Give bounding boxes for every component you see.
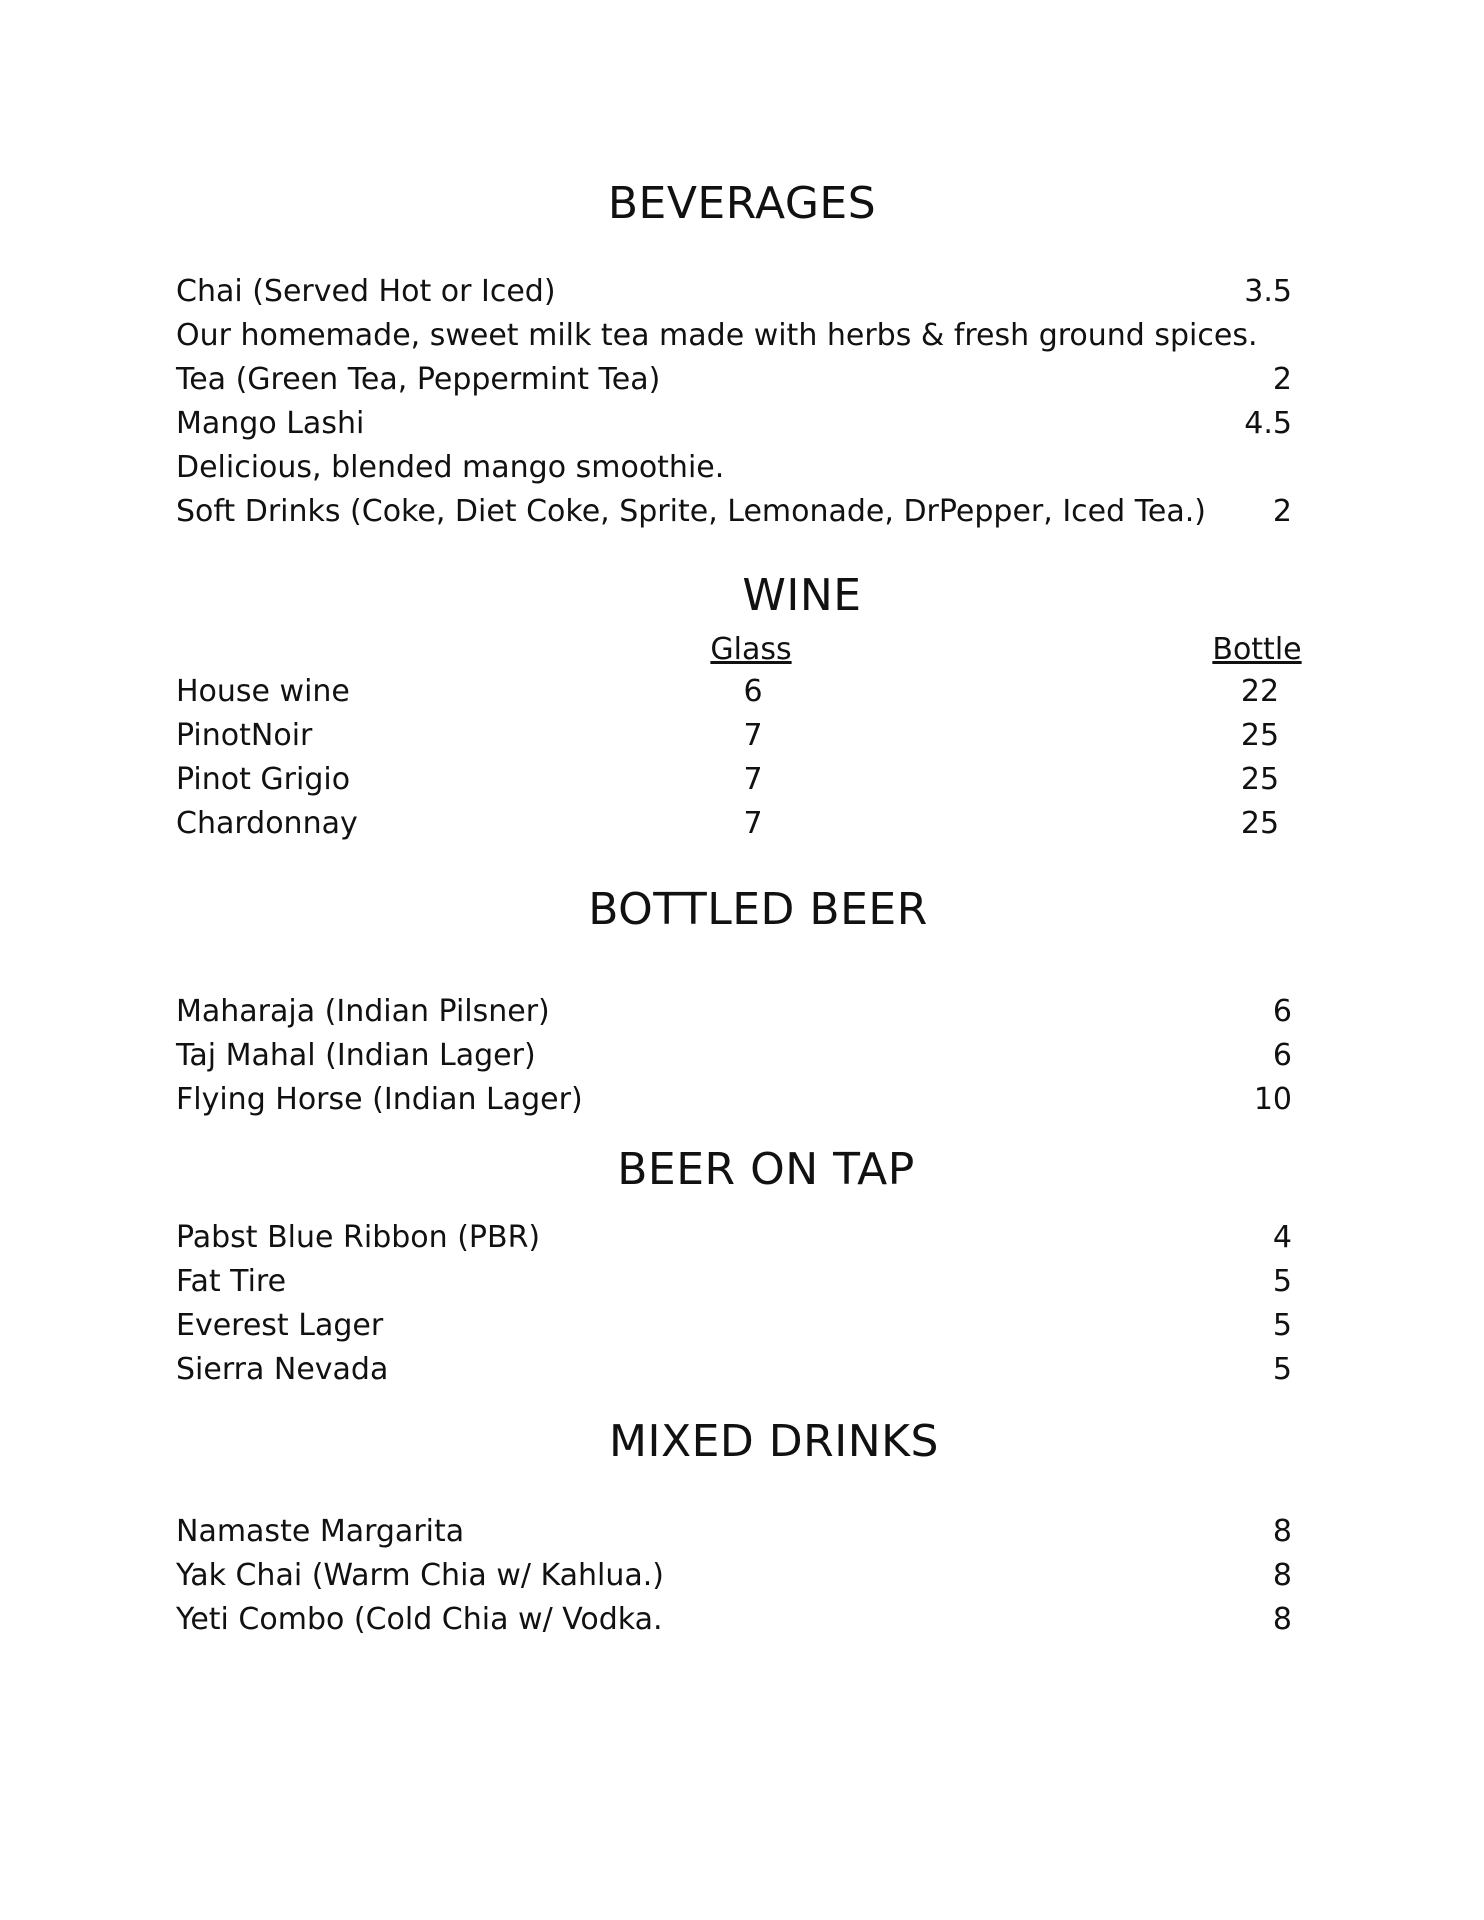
item-name: Chai (Served Hot or Iced) <box>176 274 556 309</box>
item-price: 6 <box>1272 1038 1292 1073</box>
wine-bottle-price: 22 <box>1240 674 1280 709</box>
beverages-heading: BEVERAGES <box>607 178 877 229</box>
wine-bottle-price: 25 <box>1240 718 1280 753</box>
wine-glass-price: 7 <box>743 762 763 797</box>
bottled-beer-heading: BOTTLED BEER <box>588 884 928 935</box>
wine-name: Pinot Grigio <box>176 762 351 797</box>
menu-item-mixed-drink <box>176 1600 1292 1640</box>
item-price: 8 <box>1272 1602 1292 1637</box>
item-price: 5 <box>1272 1352 1292 1387</box>
wine-name: House wine <box>176 674 350 709</box>
wine-glass-price: 7 <box>743 806 763 841</box>
wine-heading: WINE <box>742 570 862 621</box>
wine-row <box>176 804 1308 844</box>
item-price: 3.5 <box>1244 274 1292 309</box>
menu-item-beer <box>176 1036 1292 1076</box>
item-price: 2 <box>1272 494 1292 529</box>
item-price: 2 <box>1272 362 1292 397</box>
item-name: Maharaja (Indian Pilsner) <box>176 994 550 1029</box>
wine-glass-price: 7 <box>743 718 763 753</box>
item-price: 10 <box>1253 1082 1292 1117</box>
item-price: 8 <box>1272 1514 1292 1549</box>
item-description-mango: Delicious, blended mango smoothie. <box>176 450 725 485</box>
menu-item-mixed-drink <box>176 1556 1292 1596</box>
wine-bottle-price: 25 <box>1240 762 1280 797</box>
item-name: Tea (Green Tea, Peppermint Tea) <box>176 362 661 397</box>
item-price: 5 <box>1272 1264 1292 1299</box>
item-name: Namaste Margarita <box>176 1514 465 1549</box>
glass-column-header: Glass <box>710 632 792 667</box>
menu-item-tap-beer <box>176 1262 1292 1302</box>
item-name: Yeti Combo (Cold Chia w/ Vodka. <box>176 1602 663 1637</box>
menu-item-tea <box>176 360 1292 400</box>
item-name: Flying Horse (Indian Lager) <box>176 1082 583 1117</box>
menu-item-tap-beer <box>176 1350 1292 1390</box>
menu-item-mango-lashi <box>176 404 1292 444</box>
menu-item-beer <box>176 1080 1292 1120</box>
beer-on-tap-heading: BEER ON TAP <box>617 1144 915 1195</box>
item-name: Yak Chai (Warm Chia w/ Kahlua.) <box>176 1558 665 1593</box>
item-name: Soft Drinks (Coke, Diet Coke, Sprite, Lemonade, DrPepper, Iced Tea.) <box>176 494 1207 529</box>
mixed-drinks-heading: MIXED DRINKS <box>609 1416 939 1467</box>
wine-bottle-price: 25 <box>1240 806 1280 841</box>
item-price: 8 <box>1272 1558 1292 1593</box>
wine-row <box>176 760 1308 800</box>
menu-item-beer <box>176 992 1292 1032</box>
item-name: Everest Lager <box>176 1308 384 1343</box>
wine-row <box>176 672 1308 712</box>
item-name: Sierra Nevada <box>176 1352 389 1387</box>
bottle-column-header: Bottle <box>1212 632 1302 667</box>
menu-item-soft-drinks <box>176 492 1292 532</box>
item-price: 4 <box>1272 1220 1292 1255</box>
item-price: 6 <box>1272 994 1292 1029</box>
item-name: Mango Lashi <box>176 406 365 441</box>
menu-item-tap-beer <box>176 1218 1292 1258</box>
wine-name: PinotNoir <box>176 718 313 753</box>
item-description-chai: Our homemade, sweet milk tea made with herbs & fresh ground spices. <box>176 318 1258 353</box>
wine-glass-price: 6 <box>743 674 763 709</box>
wine-name: Chardonnay <box>176 806 358 841</box>
menu-item-chai <box>176 272 1292 312</box>
item-name: Fat Tire <box>176 1264 287 1299</box>
item-price: 5 <box>1272 1308 1292 1343</box>
item-name: Pabst Blue Ribbon (PBR) <box>176 1220 541 1255</box>
menu-item-tap-beer <box>176 1306 1292 1346</box>
item-price: 4.5 <box>1244 406 1292 441</box>
wine-row <box>176 716 1308 756</box>
menu-item-mixed-drink <box>176 1512 1292 1552</box>
item-name: Taj Mahal (Indian Lager) <box>176 1038 536 1073</box>
